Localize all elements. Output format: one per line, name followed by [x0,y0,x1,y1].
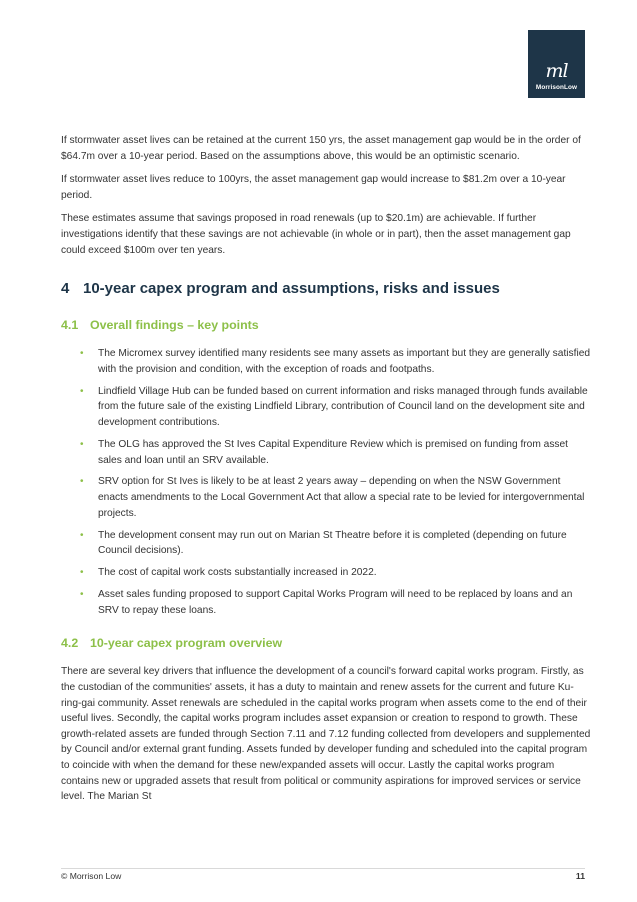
list-item-text: SRV option for St Ives is likely to be at least 2 years away – depending on when the NSW Government enacts amendments to the Local Government Act that allow a special rate to be levied for intergovernmental projects. [98,476,585,519]
section-4-2-heading [61,634,591,652]
page-content [61,133,591,813]
list-item-text: The OLG has approved the St Ives Capital Expenditure Review which is premised on funding from asset sales and loan until an SRV available. [98,438,568,466]
list-item-text: Lindfield Village Hub can be funded based on current information and risks managed through funds available from the future sale of the existing Lindfield Library, contribution of Council land on the development site and development contributions. [98,385,588,428]
intro-paragraph-1: If stormwater asset lives can be retained at the current 150 yrs, the asset management gap would be in the order of $64.7m over a 10-year period. Based on the assumptions above, this would be an optimistic scenario. [61,135,581,162]
list-item [80,384,591,431]
list-item [80,528,591,559]
list-item [80,474,591,521]
footer-divider [61,868,585,869]
section-4-2-title: 10-year capex program overview [90,636,283,651]
list-item-text: Asset sales funding proposed to support Capital Works Program will need to be replaced by loans and an SRV to repay these loans. [98,589,573,616]
intro-paragraph-2: If stormwater asset lives reduce to 100yrs, the asset management gap would increase to $81.2m over a 10-year period. [61,174,566,201]
section-4-1-title: Overall findings – key points [90,318,259,333]
intro-paragraph-3: These estimates assume that savings proposed in road renewals (up to $20.1m) are achievable. If further investigations identify that these savings are not achievable (in whole or in part), then the asset management gap could exceed $100m over ten years. [61,213,571,256]
section-4-1-heading [61,316,591,334]
list-item [80,565,591,581]
bullet-icon: • [80,348,84,360]
section-4-2-number: 4.2 [61,636,79,651]
list-item [80,346,591,377]
bullet-icon: • [80,476,84,488]
bullet-icon: • [80,567,84,579]
list-item-text: The development consent may run out on Marian St Theatre before it is completed (depending on future Council decisions). [98,529,567,557]
section-4-1-number: 4.1 [61,318,79,333]
overview-paragraph: There are several key drivers that influence the development of a council's forward capital works program. Firstly, as the custodian of the communities' assets, it has a duty to maintain and renew assets for the current and future Ku-ring-gai community. Asset renewals are scheduled in the capital works program when assets come to the end of their useful lives. Secondly, the capital works program includes asset expansion or creation to respond to growth. These growth-related assets are funded through Section 7.11 and 7.12 funding collected from developers and supplemented by Council and/or external grant funding. Assets funded by developer funding and scheduled into the capital program to coincide with when the demand for these new/expanded assets will occur. Lastly the capital works program contains new or upgraded assets that result from political or community aspirations for improved services or service level. The Marian St [61,666,591,803]
bullet-icon: • [80,589,84,601]
logo-mark: ml [545,60,568,82]
list-item-text: The cost of capital work costs substantially increased in 2022. [98,567,377,579]
list-item-text: The Micromex survey identified many residents see many assets as important but they are generally satisfied with the provision and condition, with the exception of roads and footpaths. [98,348,591,375]
bullet-icon: • [80,438,84,450]
section-4-title: 10-year capex program and assumptions, risks and issues [83,280,500,298]
list-item [80,587,591,618]
section-4-heading [61,278,591,300]
morrison-low-logo [528,30,585,98]
bullet-icon: • [80,385,84,397]
list-item [80,437,591,468]
bullet-icon: • [80,529,84,541]
section-4-number: 4 [61,280,70,298]
page-number: 11 [575,871,585,881]
key-points-list [61,346,591,618]
logo-text: MorrisonLow [535,84,578,91]
footer-copyright: © Morrison Low [61,871,122,881]
